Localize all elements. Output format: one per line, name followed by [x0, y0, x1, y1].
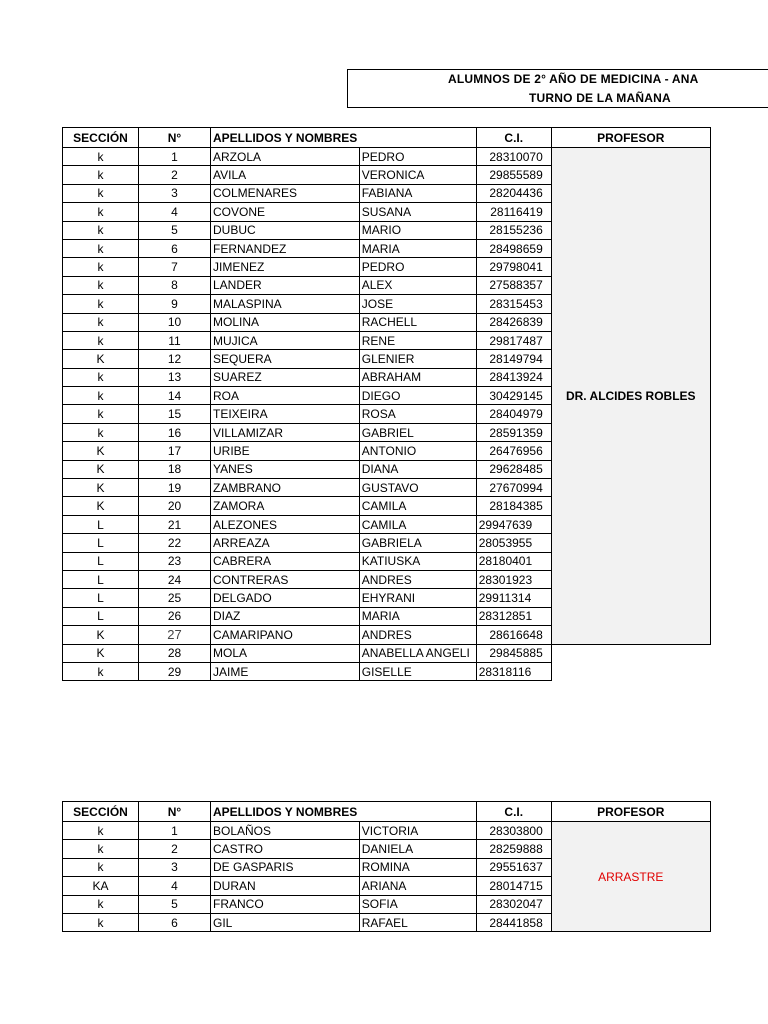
cell-apellido: CASTRO — [211, 840, 360, 858]
cell-numero: 4 — [139, 877, 211, 895]
cell-numero: 24 — [139, 570, 211, 588]
cell-nombre: ALEX — [359, 276, 476, 294]
cell-numero: 19 — [139, 479, 211, 497]
cell-seccion: k — [63, 858, 139, 876]
cell-apellido: ARZOLA — [211, 148, 360, 166]
table-header-row — [63, 802, 711, 822]
cell-ci: 29855589 — [476, 166, 551, 184]
cell-numero: 11 — [139, 331, 211, 349]
cell-nombre: GABRIELA — [359, 534, 476, 552]
cell-seccion: k — [63, 387, 139, 405]
cell-numero: 12 — [139, 350, 211, 368]
cell-ci: 29817487 — [476, 331, 551, 349]
cell-seccion: K — [63, 626, 139, 644]
cell-numero: 8 — [139, 276, 211, 294]
cell-nombre: DIANA — [359, 460, 476, 478]
cell-nombre: RAFAEL — [359, 913, 476, 931]
cell-seccion: k — [63, 331, 139, 349]
cell-numero: 1 — [139, 148, 211, 166]
table-row — [63, 822, 711, 840]
cell-apellido: ZAMORA — [211, 497, 360, 515]
cell-profesor: ARRASTRE — [551, 822, 710, 932]
cell-numero: 22 — [139, 534, 211, 552]
cell-seccion: k — [63, 913, 139, 931]
cell-ci: 28498659 — [476, 239, 551, 257]
cell-ci: 28116419 — [476, 203, 551, 221]
cell-numero: 7 — [139, 258, 211, 276]
cell-nombre: ARIANA — [359, 877, 476, 895]
cell-empty — [551, 644, 710, 662]
cell-ci: 28441858 — [476, 913, 551, 931]
cell-numero: 27 — [139, 626, 211, 644]
cell-numero: 3 — [139, 184, 211, 202]
cell-nombre: ROSA — [359, 405, 476, 423]
header-apellidos-nombres: APELLIDOS Y NOMBRES — [211, 802, 360, 822]
cell-seccion: KA — [63, 877, 139, 895]
cell-apellido: MUJICA — [211, 331, 360, 349]
cell-numero: 25 — [139, 589, 211, 607]
cell-nombre: GUSTAVO — [359, 479, 476, 497]
cell-apellido: TEIXEIRA — [211, 405, 360, 423]
cell-seccion: k — [63, 184, 139, 202]
cell-numero: 13 — [139, 368, 211, 386]
cell-ci: 29845885 — [476, 644, 551, 662]
cell-numero: 23 — [139, 552, 211, 570]
cell-ci: 27670994 — [476, 479, 551, 497]
cell-apellido: URIBE — [211, 442, 360, 460]
cell-empty — [551, 662, 710, 680]
cell-apellido: ROA — [211, 387, 360, 405]
cell-nombre: ANDRES — [359, 626, 476, 644]
cell-numero: 9 — [139, 295, 211, 313]
cell-ci: 28259888 — [476, 840, 551, 858]
cell-apellido: DURAN — [211, 877, 360, 895]
cell-numero: 4 — [139, 203, 211, 221]
cell-nombre: FABIANA — [359, 184, 476, 202]
cell-nombre: PEDRO — [359, 148, 476, 166]
cell-nombre: EHYRANI — [359, 589, 476, 607]
cell-apellido: CAMARIPANO — [211, 626, 360, 644]
cell-numero: 20 — [139, 497, 211, 515]
cell-nombre: GABRIEL — [359, 423, 476, 441]
cell-ci: 28413924 — [476, 368, 551, 386]
cell-seccion: k — [63, 368, 139, 386]
cell-seccion: k — [63, 423, 139, 441]
cell-seccion: k — [63, 662, 139, 680]
cell-apellido: DUBUC — [211, 221, 360, 239]
cell-ci: 28404979 — [476, 405, 551, 423]
cell-numero: 18 — [139, 460, 211, 478]
cell-apellido: BOLAÑOS — [211, 822, 360, 840]
cell-ci: 28303800 — [476, 822, 551, 840]
cell-seccion: k — [63, 239, 139, 257]
cell-seccion: k — [63, 822, 139, 840]
cell-nombre: MARIA — [359, 239, 476, 257]
cell-apellido: MALASPINA — [211, 295, 360, 313]
cell-seccion: k — [63, 221, 139, 239]
cell-ci: 28184385 — [476, 497, 551, 515]
cell-ci: 28014715 — [476, 877, 551, 895]
table-row — [63, 662, 711, 680]
cell-seccion: k — [63, 313, 139, 331]
cell-ci: 29628485 — [476, 460, 551, 478]
cell-nombre: ANDRES — [359, 570, 476, 588]
cell-ci: 30429145 — [476, 387, 551, 405]
header-blank — [359, 802, 476, 822]
cell-apellido: ZAMBRANO — [211, 479, 360, 497]
header-numero: N° — [139, 128, 211, 148]
cell-seccion: K — [63, 644, 139, 662]
cell-apellido: JAIME — [211, 662, 360, 680]
cell-seccion: K — [63, 497, 139, 515]
cell-apellido: COLMENARES — [211, 184, 360, 202]
header-numero: N° — [139, 802, 211, 822]
cell-apellido: DE GASPARIS — [211, 858, 360, 876]
cell-numero: 28 — [139, 644, 211, 662]
table-row — [63, 148, 711, 166]
cell-seccion: L — [63, 570, 139, 588]
cell-nombre: ABRAHAM — [359, 368, 476, 386]
cell-seccion: K — [63, 460, 139, 478]
cell-seccion: k — [63, 203, 139, 221]
cell-apellido: MOLA — [211, 644, 360, 662]
cell-apellido: FRANCO — [211, 895, 360, 913]
cell-numero: 26 — [139, 607, 211, 625]
cell-apellido: GIL — [211, 913, 360, 931]
cell-nombre: RENE — [359, 331, 476, 349]
document-title-box — [347, 69, 768, 108]
header-blank — [359, 128, 476, 148]
cell-seccion: k — [63, 895, 139, 913]
cell-seccion: L — [63, 607, 139, 625]
cell-seccion: k — [63, 258, 139, 276]
cell-seccion: k — [63, 276, 139, 294]
cell-seccion: K — [63, 479, 139, 497]
cell-nombre: VERONICA — [359, 166, 476, 184]
cell-apellido: JIMENEZ — [211, 258, 360, 276]
cell-ci: 28204436 — [476, 184, 551, 202]
header-profesor: PROFESOR — [551, 128, 710, 148]
cell-numero: 10 — [139, 313, 211, 331]
cell-nombre: MARIA — [359, 607, 476, 625]
cell-seccion: K — [63, 442, 139, 460]
document-subtitle: TURNO DE LA MAÑANA — [529, 91, 671, 105]
cell-apellido: ALEZONES — [211, 515, 360, 533]
cell-nombre: PEDRO — [359, 258, 476, 276]
header-apellidos-nombres: APELLIDOS Y NOMBRES — [211, 128, 360, 148]
table-row — [63, 644, 711, 662]
header-seccion: SECCIÓN — [63, 128, 139, 148]
cell-apellido: AVILA — [211, 166, 360, 184]
cell-numero: 2 — [139, 840, 211, 858]
document-title: ALUMNOS DE 2° AÑO DE MEDICINA - ANA — [448, 72, 699, 86]
cell-nombre: ANABELLA ANGELI — [359, 644, 476, 662]
cell-numero: 21 — [139, 515, 211, 533]
cell-numero: 16 — [139, 423, 211, 441]
cell-ci: 28155236 — [476, 221, 551, 239]
cell-nombre: MARIO — [359, 221, 476, 239]
cell-numero: 14 — [139, 387, 211, 405]
cell-seccion: L — [63, 589, 139, 607]
roster-table-1 — [62, 127, 711, 681]
cell-ci: 28149794 — [476, 350, 551, 368]
cell-apellido: FERNANDEZ — [211, 239, 360, 257]
cell-numero: 5 — [139, 895, 211, 913]
cell-numero: 6 — [139, 239, 211, 257]
cell-numero: 1 — [139, 822, 211, 840]
cell-ci: 28301923 — [476, 570, 551, 588]
cell-nombre: SOFIA — [359, 895, 476, 913]
cell-ci: 28426839 — [476, 313, 551, 331]
cell-numero: 29 — [139, 662, 211, 680]
cell-seccion: L — [63, 515, 139, 533]
header-seccion: SECCIÓN — [63, 802, 139, 822]
cell-apellido: MOLINA — [211, 313, 360, 331]
cell-ci: 29798041 — [476, 258, 551, 276]
cell-nombre: GLENIER — [359, 350, 476, 368]
cell-apellido: VILLAMIZAR — [211, 423, 360, 441]
header-profesor: PROFESOR — [551, 802, 710, 822]
cell-seccion: k — [63, 840, 139, 858]
roster-table-2 — [62, 801, 711, 932]
cell-nombre: GISELLE — [359, 662, 476, 680]
cell-ci: 28616648 — [476, 626, 551, 644]
cell-seccion: L — [63, 552, 139, 570]
cell-nombre: JOSE — [359, 295, 476, 313]
cell-nombre: ANTONIO — [359, 442, 476, 460]
cell-numero: 3 — [139, 858, 211, 876]
cell-ci: 28302047 — [476, 895, 551, 913]
cell-apellido: DIAZ — [211, 607, 360, 625]
cell-ci: 28312851 — [476, 607, 551, 625]
cell-apellido: CONTRERAS — [211, 570, 360, 588]
cell-nombre: RACHELL — [359, 313, 476, 331]
cell-seccion: L — [63, 534, 139, 552]
cell-ci: 28591359 — [476, 423, 551, 441]
cell-numero: 17 — [139, 442, 211, 460]
cell-apellido: CABRERA — [211, 552, 360, 570]
cell-seccion: k — [63, 295, 139, 313]
cell-ci: 28318116 — [476, 662, 551, 680]
cell-nombre: VICTORIA — [359, 822, 476, 840]
cell-apellido: YANES — [211, 460, 360, 478]
cell-nombre: DIEGO — [359, 387, 476, 405]
cell-ci: 26476956 — [476, 442, 551, 460]
cell-ci: 28315453 — [476, 295, 551, 313]
cell-seccion: k — [63, 166, 139, 184]
cell-nombre: CAMILA — [359, 497, 476, 515]
cell-numero: 2 — [139, 166, 211, 184]
cell-ci: 28180401 — [476, 552, 551, 570]
cell-seccion: k — [63, 148, 139, 166]
cell-ci: 28310070 — [476, 148, 551, 166]
cell-nombre: SUSANA — [359, 203, 476, 221]
cell-apellido: LANDER — [211, 276, 360, 294]
cell-ci: 28053955 — [476, 534, 551, 552]
cell-ci: 29947639 — [476, 515, 551, 533]
cell-apellido: ARREAZA — [211, 534, 360, 552]
cell-apellido: SEQUERA — [211, 350, 360, 368]
cell-apellido: DELGADO — [211, 589, 360, 607]
cell-nombre: DANIELA — [359, 840, 476, 858]
cell-seccion: K — [63, 350, 139, 368]
cell-ci: 27588357 — [476, 276, 551, 294]
cell-numero: 5 — [139, 221, 211, 239]
cell-numero: 15 — [139, 405, 211, 423]
cell-nombre: ROMINA — [359, 858, 476, 876]
cell-nombre: CAMILA — [359, 515, 476, 533]
cell-apellido: SUAREZ — [211, 368, 360, 386]
cell-nombre: KATIUSKA — [359, 552, 476, 570]
table-header-row — [63, 128, 711, 148]
cell-numero: 6 — [139, 913, 211, 931]
header-ci: C.I. — [476, 128, 551, 148]
cell-ci: 29911314 — [476, 589, 551, 607]
cell-ci: 29551637 — [476, 858, 551, 876]
cell-apellido: COVONE — [211, 203, 360, 221]
cell-seccion: k — [63, 405, 139, 423]
cell-profesor: DR. ALCIDES ROBLES — [551, 148, 710, 645]
header-ci: C.I. — [476, 802, 551, 822]
